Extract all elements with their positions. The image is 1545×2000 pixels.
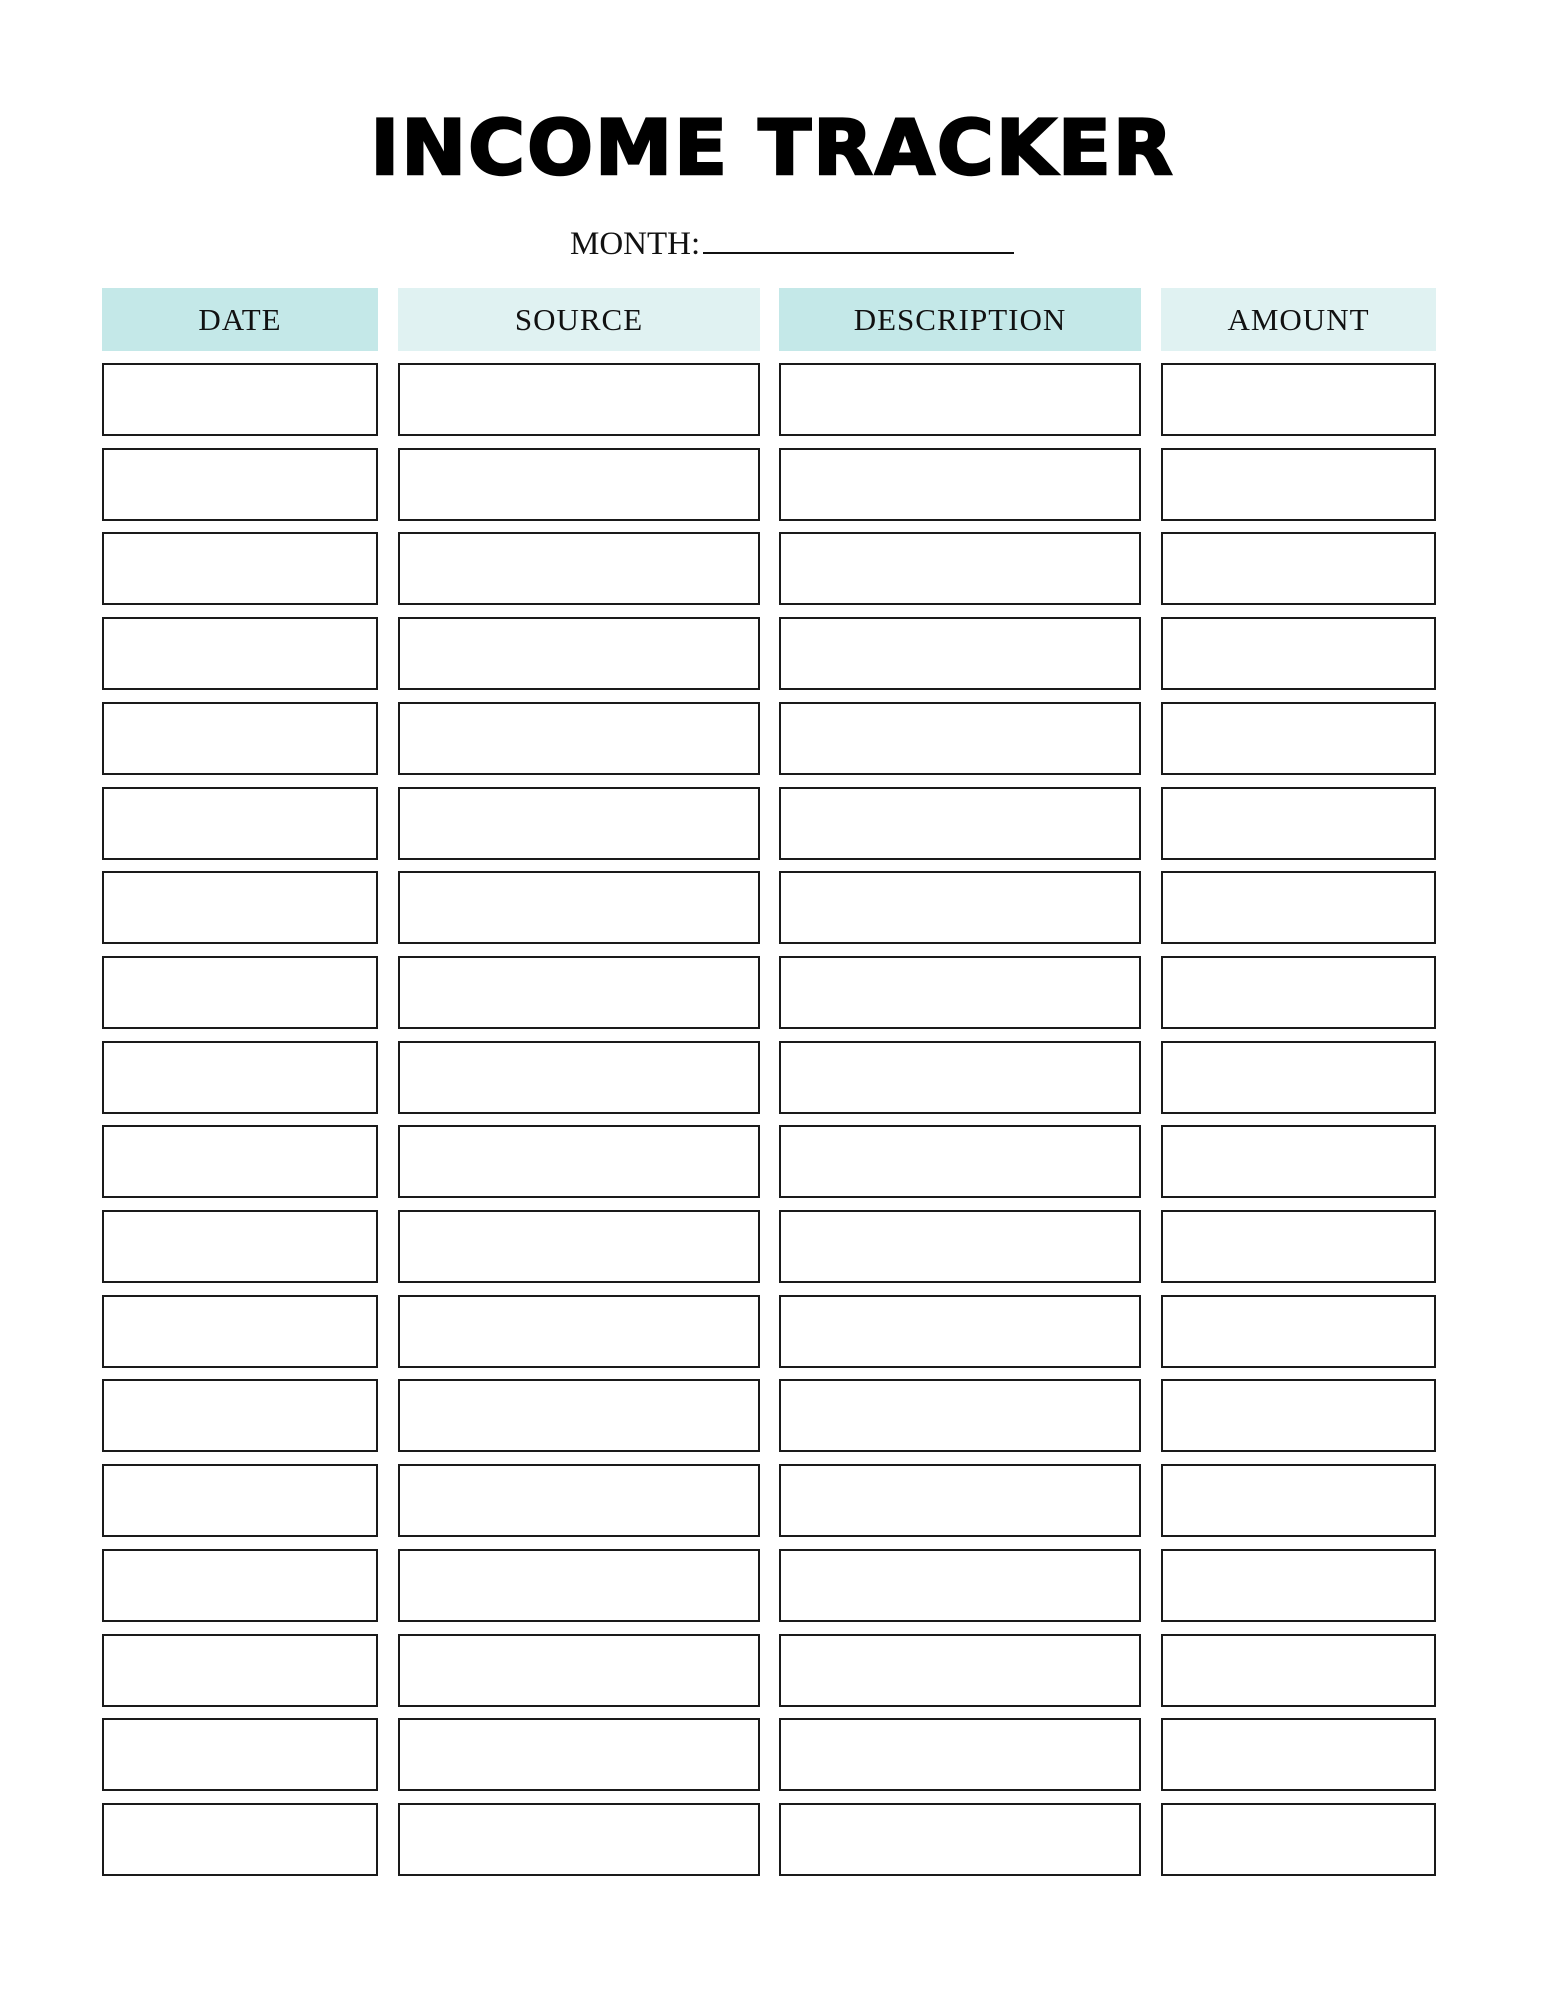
amount-cell[interactable] <box>1161 448 1436 521</box>
table-header-row <box>0 288 1545 351</box>
date-cell[interactable] <box>102 1803 378 1876</box>
source-cell[interactable] <box>398 1464 760 1537</box>
source-cell[interactable] <box>398 1803 760 1876</box>
description-cell[interactable] <box>779 1210 1141 1283</box>
month-label: MONTH: <box>570 226 701 262</box>
amount-cell[interactable] <box>1161 1379 1436 1452</box>
table-row <box>0 1125 1545 1198</box>
date-cell[interactable] <box>102 871 378 944</box>
date-cell[interactable] <box>102 787 378 860</box>
description-cell[interactable] <box>779 1379 1141 1452</box>
table-row <box>0 1803 1545 1876</box>
description-cell[interactable] <box>779 363 1141 436</box>
amount-cell[interactable] <box>1161 1210 1436 1283</box>
table-row <box>0 1718 1545 1791</box>
amount-cell[interactable] <box>1161 1041 1436 1114</box>
amount-cell[interactable] <box>1161 363 1436 436</box>
date-cell[interactable] <box>102 1379 378 1452</box>
source-cell[interactable] <box>398 532 760 605</box>
table-row <box>0 1634 1545 1707</box>
description-cell[interactable] <box>779 1125 1141 1198</box>
column-header-source: SOURCE <box>398 288 760 351</box>
amount-cell[interactable] <box>1161 871 1436 944</box>
table-row <box>0 787 1545 860</box>
table-row <box>0 617 1545 690</box>
source-cell[interactable] <box>398 956 760 1029</box>
description-cell[interactable] <box>779 702 1141 775</box>
column-header-date: DATE <box>102 288 378 351</box>
table-row <box>0 702 1545 775</box>
date-cell[interactable] <box>102 1295 378 1368</box>
description-cell[interactable] <box>779 1041 1141 1114</box>
date-cell[interactable] <box>102 1634 378 1707</box>
month-input-line[interactable] <box>703 252 1014 254</box>
description-cell[interactable] <box>779 1464 1141 1537</box>
description-cell[interactable] <box>779 871 1141 944</box>
table-row <box>0 1464 1545 1537</box>
amount-cell[interactable] <box>1161 1718 1436 1791</box>
amount-cell[interactable] <box>1161 1464 1436 1537</box>
amount-cell[interactable] <box>1161 1549 1436 1622</box>
source-cell[interactable] <box>398 1295 760 1368</box>
description-cell[interactable] <box>779 1634 1141 1707</box>
date-cell[interactable] <box>102 1041 378 1114</box>
date-cell[interactable] <box>102 1549 378 1622</box>
description-cell[interactable] <box>779 1295 1141 1368</box>
month-field-group <box>570 222 1014 262</box>
date-cell[interactable] <box>102 1718 378 1791</box>
amount-cell[interactable] <box>1161 1803 1436 1876</box>
amount-cell[interactable] <box>1161 1634 1436 1707</box>
description-cell[interactable] <box>779 1803 1141 1876</box>
date-cell[interactable] <box>102 1210 378 1283</box>
table-row <box>0 871 1545 944</box>
source-cell[interactable] <box>398 617 760 690</box>
date-cell[interactable] <box>102 956 378 1029</box>
date-cell[interactable] <box>102 702 378 775</box>
source-cell[interactable] <box>398 787 760 860</box>
source-cell[interactable] <box>398 871 760 944</box>
source-cell[interactable] <box>398 448 760 521</box>
table-row <box>0 532 1545 605</box>
table-row <box>0 448 1545 521</box>
description-cell[interactable] <box>779 617 1141 690</box>
description-cell[interactable] <box>779 532 1141 605</box>
table-row <box>0 363 1545 436</box>
source-cell[interactable] <box>398 1718 760 1791</box>
source-cell[interactable] <box>398 1125 760 1198</box>
date-cell[interactable] <box>102 532 378 605</box>
description-cell[interactable] <box>779 787 1141 860</box>
date-cell[interactable] <box>102 617 378 690</box>
table-row <box>0 1041 1545 1114</box>
date-cell[interactable] <box>102 1464 378 1537</box>
description-cell[interactable] <box>779 956 1141 1029</box>
table-row <box>0 1210 1545 1283</box>
amount-cell[interactable] <box>1161 1295 1436 1368</box>
source-cell[interactable] <box>398 363 760 436</box>
amount-cell[interactable] <box>1161 617 1436 690</box>
table-row <box>0 1379 1545 1452</box>
amount-cell[interactable] <box>1161 787 1436 860</box>
date-cell[interactable] <box>102 448 378 521</box>
date-cell[interactable] <box>102 363 378 436</box>
source-cell[interactable] <box>398 1549 760 1622</box>
source-cell[interactable] <box>398 1634 760 1707</box>
amount-cell[interactable] <box>1161 702 1436 775</box>
description-cell[interactable] <box>779 1549 1141 1622</box>
table-row <box>0 1549 1545 1622</box>
source-cell[interactable] <box>398 1379 760 1452</box>
page-title: INCOME TRACKER <box>370 103 1175 192</box>
source-cell[interactable] <box>398 702 760 775</box>
date-cell[interactable] <box>102 1125 378 1198</box>
description-cell[interactable] <box>779 1718 1141 1791</box>
column-header-description: DESCRIPTION <box>779 288 1141 351</box>
amount-cell[interactable] <box>1161 1125 1436 1198</box>
source-cell[interactable] <box>398 1210 760 1283</box>
table-row <box>0 956 1545 1029</box>
source-cell[interactable] <box>398 1041 760 1114</box>
amount-cell[interactable] <box>1161 956 1436 1029</box>
table-row <box>0 1295 1545 1368</box>
column-header-amount: AMOUNT <box>1161 288 1436 351</box>
description-cell[interactable] <box>779 448 1141 521</box>
amount-cell[interactable] <box>1161 532 1436 605</box>
